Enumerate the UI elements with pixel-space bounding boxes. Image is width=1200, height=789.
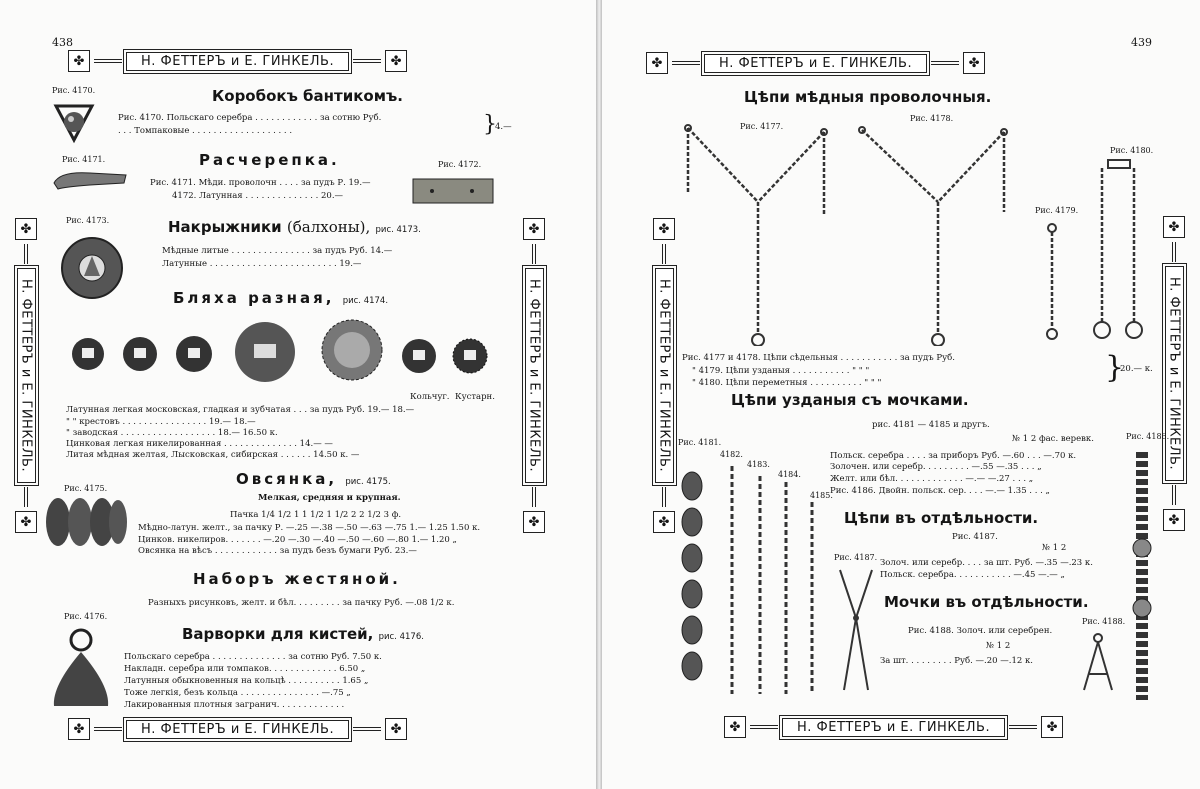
price-value: 20.— к. — [1120, 364, 1153, 374]
top-banner — [646, 52, 985, 74]
brand-title-vertical: Н. ФЕТТЕРЪ и Е. ГИНКЕЛЬ. — [655, 268, 674, 483]
section-title: Варворки для кистей, рис. 4176. — [182, 625, 424, 643]
price-line: Польск. серебра. . . . . . . . . . . —.45 —.— „ — [880, 570, 1065, 580]
price-line: Разныхъ рисунковъ, желт. и бѣл. . . . . . . . . за пачку Руб. —.08 1/2 к. — [148, 598, 455, 608]
price-line: 4172. Латунная . . . . . . . . . . . . . . 20.— — [172, 191, 344, 201]
top-banner — [68, 50, 407, 72]
price-line: Тоже легкія, безъ кольца . . . . . . . . . . . . . . . —.75 „ — [124, 688, 351, 698]
bow-box-illustration — [52, 100, 96, 146]
column-header: Кольчуг. — [410, 392, 450, 402]
left-vertical-banner — [14, 218, 38, 533]
brand-title-vertical: Н. ФЕТТЕРЪ и Е. ГИНКЕЛЬ. — [525, 268, 544, 483]
section-title: Бляха разная, рис. 4174. — [173, 289, 389, 307]
figure-label: Рис. 4178. — [910, 114, 954, 123]
table-header: № 1 2 — [1042, 543, 1067, 553]
figure-label: 4185. — [810, 491, 833, 500]
tassel-loop-illustration — [1078, 632, 1118, 694]
price-line: Желт. или бѣл. . . . . . . . . . . . . —.— —.27 . . . „ — [830, 474, 1034, 484]
price-line: Золочен. или серебр. . . . . . . . . —.55 —.35 . . . „ — [830, 462, 1042, 472]
figure-label: Рис. 4181. — [678, 438, 722, 447]
figure-label: Рис. 4171. — [62, 155, 106, 164]
ornament-icon: ✤ — [523, 511, 545, 533]
figure-label: Рис. 4172. — [438, 160, 482, 169]
ornament-icon: ✤ — [1041, 716, 1063, 738]
figure-label: Рис. 4176. — [64, 612, 108, 621]
ornament-icon: ✤ — [385, 50, 407, 72]
metal-strip-illustration — [412, 176, 496, 206]
price-line: " 4180. Цѣпи переметныя . . . . . . . . . . " " " — [692, 378, 882, 388]
figure-label: Рис. 4170. — [52, 86, 96, 95]
figure-label: Рис. 4187. — [834, 553, 878, 562]
brand-title: Н. ФЕТТЕРЪ и Е. ГИНКЕЛЬ. — [126, 720, 349, 739]
table-header: Пачка 1/4 1/2 1 1 1/2 1 1/2 2 2 1/2 3 ф. — [230, 510, 402, 520]
tassel-cap-illustration — [46, 626, 116, 712]
price-line: За шт. . . . . . . . . Руб. —.20 —.12 к. — [880, 656, 1033, 666]
price-line: " заводская . . . . . . . . . . . . . . . . . . 18.— 16.50 к. — [66, 428, 278, 438]
figure-label: Рис. 4188. — [1082, 617, 1126, 626]
price-line: Рис. 4177 и 4178. Цѣпи сѣдельныя . . . . . . . . . . . за пудъ Руб. — [682, 353, 955, 363]
ornament-icon: ✤ — [1163, 216, 1185, 238]
brand-title: Н. ФЕТТЕРЪ и Е. ГИНКЕЛЬ. — [126, 52, 349, 71]
figure-label: 4184. — [778, 470, 801, 479]
section-title: Цѣпи мѣдныя проволочныя. — [744, 88, 992, 106]
section-title: Мочки въ отдѣльности. — [884, 593, 1089, 611]
figure-label: 4182. — [720, 450, 743, 459]
figure-label: Рис. 4173. — [66, 216, 110, 225]
section-title: Наборъ жестяной. — [193, 570, 401, 588]
price-line: Накладн. серебра или томпаков. . . . . . . . . . . . . 6.50 „ — [124, 664, 366, 674]
price-line: Овсянка на вѣсъ . . . . . . . . . . . . за пудъ безъ бумаги Руб. 23.— — [138, 546, 417, 556]
price-line: Лакированныя плотныя загранич. . . . . . . . . . . . . — [124, 700, 345, 710]
price-line: Рис. 4186. Двойн. польск. сер. . . . —.— 1.35 . . . „ — [830, 486, 1050, 496]
price-line: Польск. серебра . . . . за приборъ Руб. —.60 . . . —.70 к. — [830, 451, 1077, 461]
price-line: Рис. 4171. Мѣди. проволочн . . . . за пудъ Р. 19.— — [150, 178, 371, 188]
brand-title: Н. ФЕТТЕРЪ и Е. ГИНКЕЛЬ. — [704, 54, 927, 73]
right-page: 439 ✤ Н. ФЕТТЕРЪ и Е. ГИНКЕЛЬ. ✤ ✤ Н. ФЕТТЕРЪ и Е. ГИНКЕЛЬ. ✤ ✤ Н. ФЕТТЕРЪ и Е. ГИНКЕЛЬ. ✤ Цѣпи мѣдныя проволочныя. Рис. 4177. Рис. 4178. Рис. 4179. Рис. 4180. Рис. 4177 и 4178. Цѣпи сѣдельныя . . . . . . . . . . . за пудъ Руб. " 4179. Цѣпи узданыя . . . . . . . . . . . " " " " 4180. Цѣпи переметныя . . . . . . . . . . " " " } 20.— к. Цѣпи узданыя съ мочками. рис. 4181 — 4185 и другъ. Рис. 4181. 4182. 4183. 4184. 4185. Рис. 4186. № 1 2 фас. веревк. Польск. серебра . . . . за приборъ Руб. —.60 . . . —.70 к. Золочен. или серебр. . . . . . . . . —.55 —.35 . . . „ Желт. или бѣл. . . . . . . . . . . . . —.— —.27 . . . „ Рис. 4186. Двойн. польск. сер. . . . —.— 1.35 . . . „ Цѣпи въ отдѣльности. Рис. 4187. Рис. 4187. № 1 2 Золоч. или серебр. . . . за шт. Руб. —.35 —.23 к. Польск. серебра. . . . . . . . . . . —.45 —.— „ Мочки въ отдѣльности. Рис. 4188. Рис. 4188. Золоч. или серебрен. № 1 2 За шт. . . . . . . . . Руб. —.20 —.12 к. ✤ Н. ФЕТТЕРЪ и Е. ГИНКЕЛЬ. ✤ — [602, 0, 1200, 789]
ornament-icon: ✤ — [646, 52, 668, 74]
left-vertical-banner — [652, 218, 676, 533]
price-value: 4.— — [495, 122, 512, 132]
figure-label: 4183. — [747, 460, 770, 469]
figure-label: Рис. 4180. — [1110, 146, 1154, 155]
brand-title-vertical: Н. ФЕТТЕРЪ и Е. ГИНКЕЛЬ. — [1165, 266, 1184, 481]
section-ref: Рис. 4187. — [952, 532, 998, 542]
brand-title-vertical: Н. ФЕТТЕРЪ и Е. ГИНКЕЛЬ. — [17, 268, 36, 483]
price-line: Золоч. или серебр. . . . за шт. Руб. —.35 —.23 к. — [880, 558, 1093, 568]
separate-chain-illustration — [836, 566, 876, 696]
price-line: Латунные . . . . . . . . . . . . . . . . . . . . . . . . 19.— — [162, 259, 362, 269]
price-line: " 4179. Цѣпи узданыя . . . . . . . . . . . " " " — [692, 366, 870, 376]
ornament-icon: ✤ — [653, 511, 675, 533]
left-page: 438 ✤ Н. ФЕТТЕРЪ и Е. ГИНКЕЛЬ. ✤ ✤ Н. ФЕТТЕРЪ и Е. ГИНКЕЛЬ. ✤ ✤ Н. ФЕТТЕРЪ и Е. ГИНКЕЛЬ. ✤ Рис. 4170. Коробокъ бантикомъ. Рис. 4170. Польскаго серебра . . . . . . . . . . . . за сотню Руб. . . . Томпаковые . . . . . . . . . . . . . . . . . . . } 4.— Рис. 4171. Расчерепка. Рис. 4172. Рис. 4171. Мѣди. проволочн . . . . за пудъ Р. 19.— 4172. Латунная . . . . . . . . . . . . . . 20.— Рис. 4173. Накрыжники (балхоны), рис. 4173. Мѣдные литые . . . . . . . . . . . . . . . за пудъ Руб. 14.— Латунные . . . . . . . . . . . . . . . . . . . . . . . . 19.— Бляха разная, рис. 4174. Кольчуг. Кустарн. Латунная легкая московская, гладкая и зубчатая . . . за пудъ Руб. 19.— 18.— " " крестовъ . . . . . . . . . . . . . . . . 19.— 18.— " заводская . . . . . . . . . . . . . . . . . . 18.— 16.50 к. Цинковая легкая никелированная . . . . . . . . . . . . . . 14.— — Литая мѣдная желтая, Лысковская, сибирская . . . . . . 14.50 к. — Рис. 4175. Овсянка, рис. 4175. Мелкая, средняя и крупная. Пачка 1/4 1/2 1 1 1/2 1 1/2 2 2 1/2 3 ф. Мѣдно-латун. желт., за пачку Р. —.25 —.38 —.50 —.63 —.75 1.— 1.25 1.50 к. Цинков. никелиров. . . . . . . —.20 —.30 —.40 —.50 —.60 —.80 1.— 1.20 „ Овсянка на вѣсъ . . . . . . . . . . . . за пудъ безъ бумаги Руб. 23.— Наборъ жестяной. Разныхъ рисунковъ, желт. и бѣл. . . . . . . . . за пачку Руб. —.08 1/2 к. Рис. 4176. Варворки для кистей, рис. 4176. Польскаго серебра . . . . . . . . . . . . . . за сотню Руб. 7.50 к. Накладн. серебра или томпаков. . . . . . . . . . . . . 6.50 „ Латунныя обыкновенныя на кольцѣ . . . . . . . . . . 1.65 „ Тоже легкія, безъ кольца . . . . . . . . . . . . . . . —.75 „ Лакированныя плотныя загранич. . . . . . . . . . . . . ✤ Н. ФЕТТЕРЪ и Е. ГИНКЕЛЬ. ✤ — [0, 0, 598, 789]
brand-title: Н. ФЕТТЕРЪ и Е. ГИНКЕЛЬ. — [782, 718, 1005, 737]
ornament-icon: ✤ — [523, 218, 545, 240]
harness-ring-illustration — [52, 232, 132, 302]
right-vertical-banner — [522, 218, 546, 533]
figure-label: Рис. 4179. — [1035, 206, 1079, 215]
price-line: Цинковая легкая никелированная . . . . . . . . . . . . . . 14.— — — [66, 439, 333, 449]
plates-illustration — [66, 316, 496, 386]
column-header: Кустарн. — [455, 392, 495, 402]
ornament-icon: ✤ — [385, 718, 407, 740]
ornament-icon: ✤ — [15, 511, 37, 533]
wire-chains-illustration — [674, 124, 1174, 346]
price-line: Цинков. никелиров. . . . . . . —.20 —.30 —.40 —.50 —.60 —.80 1.— 1.20 „ — [138, 535, 457, 545]
price-line: " " крестовъ . . . . . . . . . . . . . . . . 19.— 18.— — [66, 417, 256, 427]
section-title: Овсянка, рис. 4175. — [236, 470, 391, 488]
bridle-chains-illustration — [680, 446, 830, 706]
price-line: Литая мѣдная желтая, Лысковская, сибирская . . . . . . 14.50 к. — — [66, 450, 360, 460]
price-line: Рис. 4188. Золоч. или серебрен. — [908, 626, 1053, 636]
ornament-icon: ✤ — [68, 50, 90, 72]
ornament-icon: ✤ — [15, 218, 37, 240]
section-title: Накрыжники (балхоны), рис. 4173. — [168, 218, 421, 236]
ornament-icon: ✤ — [1163, 509, 1185, 531]
table-header: № 1 2 — [986, 641, 1011, 651]
ornament-icon: ✤ — [653, 218, 675, 240]
double-chain-illustration — [1124, 448, 1160, 704]
page-number: 438 — [52, 36, 73, 49]
table-header: № 1 2 фас. веревк. — [1012, 434, 1094, 444]
price-line: Мѣдные литые . . . . . . . . . . . . . . . за пудъ Руб. 14.— — [162, 246, 393, 256]
section-title: Расчерепка. — [199, 151, 340, 169]
price-line: Латунная легкая московская, гладкая и зубчатая . . . за пудъ Руб. 19.— 18.— — [66, 405, 415, 415]
figure-label: Рис. 4177. — [740, 122, 784, 131]
figure-label: Рис. 4186. — [1126, 432, 1170, 441]
price-line: Польскаго серебра . . . . . . . . . . . . . . за сотню Руб. 7.50 к. — [124, 652, 382, 662]
figure-label: Рис. 4175. — [64, 484, 108, 493]
bottom-banner — [68, 718, 407, 740]
section-ref: рис. 4181 — 4185 и другъ. — [872, 420, 990, 430]
price-line: Рис. 4170. Польскаго серебра . . . . . . . . . . . . за сотню Руб. — [118, 113, 382, 123]
section-title: Коробокъ бантикомъ. — [212, 87, 403, 105]
bottom-banner — [724, 716, 1063, 738]
page-number: 439 — [1131, 36, 1152, 49]
price-line: Латунныя обыкновенныя на кольцѣ . . . . . . . . . . 1.65 „ — [124, 676, 369, 686]
clasp-illustration — [50, 165, 130, 195]
subtitle: Мелкая, средняя и крупная. — [258, 493, 401, 503]
price-line: . . . Томпаковые . . . . . . . . . . . . . . . . . . . — [118, 126, 293, 136]
oat-beads-illustration — [44, 496, 128, 548]
price-line: Мѣдно-латун. желт., за пачку Р. —.25 —.38 —.50 —.63 —.75 1.— 1.25 1.50 к. — [138, 523, 481, 533]
ornament-icon: ✤ — [724, 716, 746, 738]
section-title: Цѣпи узданыя съ мочками. — [731, 391, 969, 409]
section-title: Цѣпи въ отдѣльности. — [844, 509, 1039, 527]
ornament-icon: ✤ — [68, 718, 90, 740]
ornament-icon: ✤ — [963, 52, 985, 74]
